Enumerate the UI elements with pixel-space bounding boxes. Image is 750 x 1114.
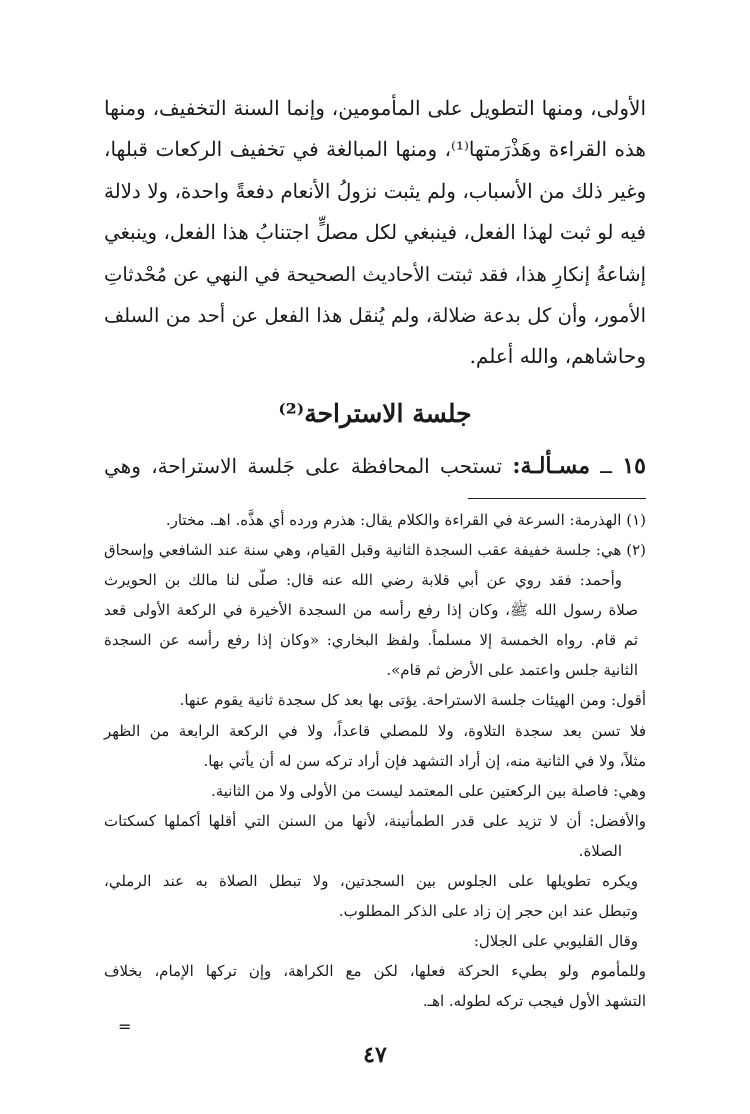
footnote-line: فلا تسن بعد سجدة التلاوة، ولا للمصلي قاعداً، ولا في الركعة الرابعة من الظهر [104,721,646,740]
main-line: هذه القراءة وهَذْرَمتها⁽¹⁾، ومنها المبالغة في تخفيف الركعات قبلها، [104,137,646,162]
footnote-line: وقال القليوبي على الجلال: [473,932,638,951]
section-title: جلسة الاستراحة⁽²⁾ [278,398,472,428]
footnote-line: وللمأموم ولو بطيء الحركة فعلها، لكن مع الكراهة، وإن تركها الإمام، بخلاف [104,962,646,981]
main-paragraph [104,88,646,378]
footnote-line: صلاة رسول الله ﷺ، وكان إذا رفع رأسه من السجدة الأخيرة في الركعة الأولى قعد [104,601,638,620]
footnote-line: التشهد الأول فيجب تركه لطوله. اهـ. [422,992,646,1011]
footnote-line: الصلاة. [578,841,622,860]
footnote-line: وأحمد: فقد روي عن أبي قلابة رضي الله عنه قال: صلّى لنا مالك بن الحويرث [104,571,622,590]
issue-dash: ــ [589,453,623,478]
footnote-line: والأفضل: أن لا تزيد على قدر الطمأنينة، لأنها من السنن التي أقلها أكملها كسكتات [104,811,646,830]
footnote-line: الثانية جلس واعتمد على الأرض ثم قام». [386,661,638,680]
main-line: إشاعةُ إنكارِ هذا، فقد ثبتت الأحاديث الصحيحة في النهي عن مُحْدثاتِ [104,262,646,286]
main-line: وحاشاهم، والله أعلم. [469,344,646,369]
footnote-line: ويكره تطويلها على الجلوس بين السجدتين، ولا تبطل الصلاة به عند الرملي، [104,871,638,890]
footnotes [104,505,646,1017]
footnote-line: (١) الهذرمة: السرعة في القراءة والكلام يقال: هذرم ورده أي هذَّه. اهـ. مختار. [165,510,646,529]
main-line: فيه لو ثبت لهذا الفعل، فينبغي لكل مصلٍّ اجتنابُ هذا الفعل، وينبغي [104,221,646,245]
issue-number: ١٥ [622,452,646,479]
page-number: ٤٧ [363,1042,387,1068]
footnote-line: وتبطل عند ابن حجر إن زاد على الذكر المطلوب. [338,902,638,921]
footnote-line: ثم قام. رواه الخمسة إلا مسلماً. ولفظ البخاري: «وكان إذا رفع رأسه عن السجدة [104,631,638,650]
main-line: وغير ذلك من الأسباب، ولم يثبت نزولُ الأنعام دفعةً واحدة، ولا دلالة [104,179,646,203]
issue-label: مسـألـة: [512,452,590,479]
footnote-separator [468,498,646,499]
main-line: الأولى، ومنها التطويل على المأمومين، وإنما السنة التخفيف، ومنها [104,96,646,120]
footnote-line: أقول: ومن الهيئات جلسة الاستراحة. يؤتى بها بعد كل سجدة ثانية يقوم عنها. [179,691,646,710]
footnote-line: وهي: فاصلة بين الركعتين على المعتمد ليست من الأولى ولا من الثانية. [210,781,646,800]
footnote-line: (٢) هي: جلسة خفيفة عقب السجدة الثانية وقبل القيام، وهي سنة عند الشافعي وإسحاق [104,540,646,559]
continuation-mark: = [118,1017,132,1036]
issue-line [104,446,646,486]
footnote-line: مثلاً، ولا في الثانية منه، إن أراد التشهد فإن أراد تركه سن له أن يأتي بها. [203,751,646,770]
issue-text: تستحب المحافظة على جَلسة الاستراحة، وهي [104,453,513,478]
main-line: الأمور، وأن كل بدعة ضلالة، ولم يُنقل هذا الفعل عن أحد من السلف [104,304,646,328]
